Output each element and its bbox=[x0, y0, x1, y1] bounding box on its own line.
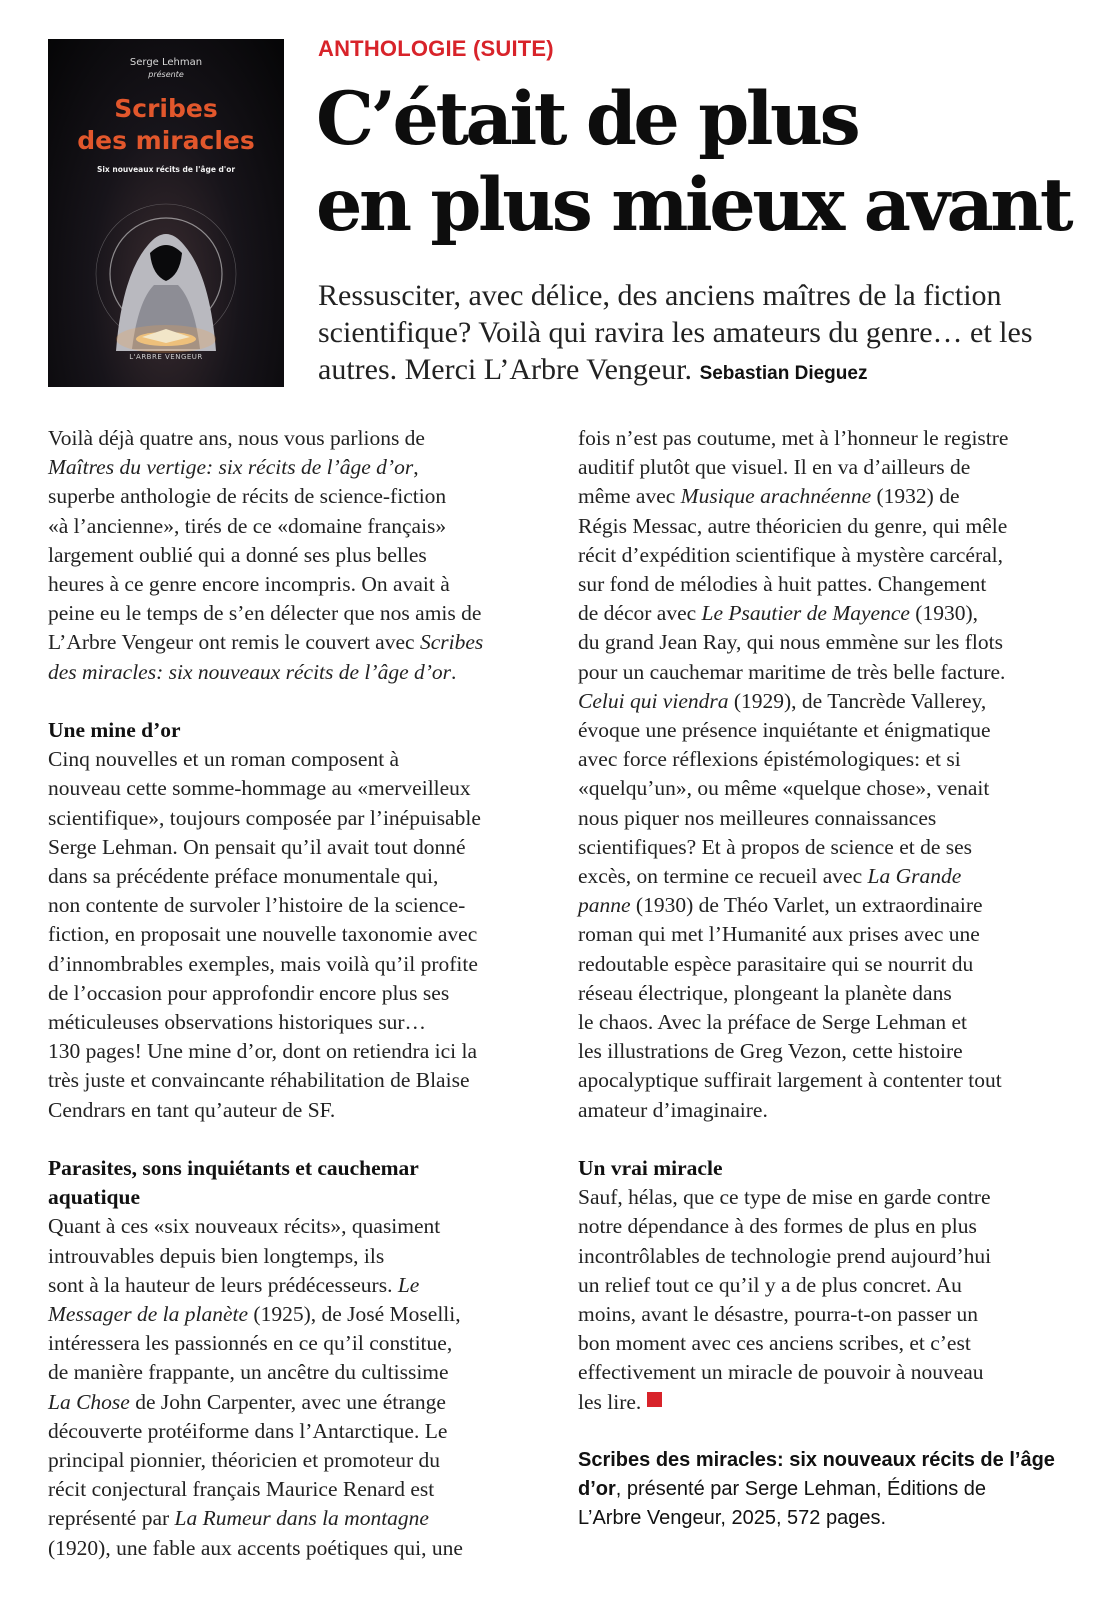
conclusion-line: un relief tout ce qu’il y a de plus concret. Au bbox=[578, 1272, 962, 1297]
subheading-mine-dor: Une mine d’or bbox=[48, 718, 181, 743]
credits-line-3: L’Arbre Vengeur, 2025, 572 pages. bbox=[578, 1507, 887, 1530]
intro-line: largement oublié qui a donné ses plus belles bbox=[48, 542, 427, 567]
mine-dor-line: de l’occasion pour approfondir encore plus ses bbox=[48, 980, 450, 1005]
parasites-line: représenté par La Rumeur dans la montagne bbox=[48, 1506, 429, 1531]
intro-line: «à l’ancienne», tirés de ce «domaine français» bbox=[48, 513, 447, 538]
recits-line: redoutable espèce parasitaire qui se nourrit du bbox=[578, 951, 974, 976]
recits-line: apocalyptique suffirait largement à contenter tout bbox=[578, 1068, 1002, 1093]
intro-line: heures à ce genre encore incompris. On avait à bbox=[48, 572, 450, 597]
mine-dor-line: méticuleuses observations historiques sur… bbox=[48, 1010, 426, 1035]
mine-dor-line: Cinq nouvelles et un roman composent à bbox=[48, 747, 400, 772]
paragraph-recits bbox=[578, 424, 1093, 1125]
headline-line-1: C’était de plus bbox=[316, 76, 858, 162]
subheading-parasites bbox=[48, 1154, 548, 1212]
parasites-line: de manière frappante, un ancêtre du cultissime bbox=[48, 1360, 449, 1385]
intro-line: L’Arbre Vengeur ont remis le couvert avec Scribes bbox=[48, 630, 484, 655]
section-kicker: ANTHOLOGIE (SUITE) bbox=[318, 36, 554, 61]
recits-line: fois n’est pas coutume, met à l’honneur le registre bbox=[578, 426, 1009, 450]
recits-line: «quelqu’un», ou même «quelque chose», venait bbox=[578, 776, 990, 801]
intro-line: Maîtres du vertige: six récits de l’âge d’or, bbox=[48, 455, 419, 480]
credits-meta: , présenté par Serge Lehman, Éditions de bbox=[615, 1478, 987, 1501]
conclusion-line: Sauf, hélas, que ce type de mise en garde contre bbox=[578, 1185, 991, 1210]
subheading-parasites-line-2: aquatique bbox=[48, 1185, 141, 1210]
parasites-line: Messager de la planète (1925), de José Moselli, bbox=[48, 1302, 461, 1327]
cover-title-line2: des miracles bbox=[77, 126, 255, 155]
lede bbox=[318, 277, 1098, 392]
recits-line: sur fond de mélodies à huit pattes. Changement bbox=[578, 572, 987, 597]
mine-dor-line: dans sa précédente préface monumentale qui, bbox=[48, 864, 439, 889]
mine-dor-line: non contente de survoler l’histoire de la science- bbox=[48, 893, 466, 918]
parasites-line: principal pionnier, théoricien et promoteur du bbox=[48, 1448, 440, 1473]
recits-line: même avec Musique arachnéenne (1932) de bbox=[578, 484, 960, 509]
conclusion-line: moins, avant le désastre, pourra-t-on passer un bbox=[578, 1302, 979, 1327]
column-left bbox=[48, 424, 548, 1563]
intro-line: peine eu le temps de s’en délecter que nos amis de bbox=[48, 601, 482, 626]
recits-line: Celui qui viendra (1929), de Tancrède Vallerey, bbox=[578, 688, 987, 713]
red-square-icon bbox=[647, 1392, 662, 1407]
paragraph-conclusion bbox=[578, 1183, 1093, 1417]
headline-line-2: en plus mieux avant bbox=[316, 162, 1071, 248]
cover-publisher: L'ARBRE VENGEUR bbox=[129, 353, 203, 361]
lede-text: Ressusciter, avec délice, des anciens maîtres de la fiction scientifique? Voilà qui ravira les amateurs du genre… et les autres. Merci L’Arbre Vengeur. bbox=[318, 279, 1033, 386]
recits-line: nous piquer nos meilleures connaissances bbox=[578, 805, 937, 830]
subheading-vrai-miracle: Un vrai miracle bbox=[578, 1156, 723, 1181]
conclusion-line: bon moment avec ces anciens scribes, et c’est bbox=[578, 1331, 971, 1356]
intro-line: superbe anthologie de récits de science-fiction bbox=[48, 484, 447, 509]
recits-line: Régis Messac, autre théoricien du genre, qui mêle bbox=[578, 513, 1008, 538]
cover-author: Serge Lehman bbox=[129, 57, 203, 68]
recits-line: les illustrations de Greg Vezon, cette histoire bbox=[578, 1039, 963, 1064]
mine-dor-line: très juste et convaincante réhabilitation de Blaise bbox=[48, 1068, 470, 1093]
parasites-line: récit conjectural français Maurice Renard est bbox=[48, 1477, 435, 1502]
mine-dor-line: scientifique», toujours composée par l’inépuisable bbox=[48, 805, 481, 830]
conclusion-line: notre dépendance à des formes de plus en plus bbox=[578, 1214, 977, 1239]
recits-line: récit d’expédition scientifique à mystère carcéral, bbox=[578, 542, 1004, 567]
recits-line: réseau électrique, plongeant la planète dans bbox=[578, 980, 952, 1005]
conclusion-line: incontrôlables de technologie prend aujourd’hui bbox=[578, 1243, 992, 1268]
conclusion-line: les lire. bbox=[578, 1388, 1093, 1417]
mine-dor-line: d’innombrables exemples, mais voilà qu’il profite bbox=[48, 951, 478, 976]
parasites-line: sont à la hauteur de leurs prédécesseurs. Le bbox=[48, 1272, 420, 1297]
credits-line-2 bbox=[578, 1475, 1093, 1504]
recits-line: auditif plutôt que visuel. Il en va d’ailleurs de bbox=[578, 455, 971, 480]
subheading-parasites-line-1: Parasites, sons inquiétants et cauchemar bbox=[48, 1156, 419, 1181]
intro-line: des miracles: six nouveaux récits de l’âge d’or. bbox=[48, 659, 457, 684]
parasites-line: Quant à ces «six nouveaux récits», quasiment bbox=[48, 1214, 441, 1239]
mine-dor-line: nouveau cette somme-hommage au «merveilleux bbox=[48, 776, 471, 801]
parasites-line: découverte protéiforme dans l’Antarctique. Le bbox=[48, 1418, 448, 1443]
recits-line: scientifiques? Et à propos de science et de ses bbox=[578, 834, 973, 859]
cover-illustration bbox=[48, 39, 284, 387]
recits-line: panne (1930) de Théo Varlet, un extraordinaire bbox=[578, 893, 983, 918]
mine-dor-line: Cendrars en tant qu’auteur de SF. bbox=[48, 1097, 336, 1122]
book-cover bbox=[48, 39, 284, 387]
parasites-line: La Chose de John Carpenter, avec une étrange bbox=[48, 1389, 446, 1414]
recits-line: du grand Jean Ray, qui nous emmène sur les flots bbox=[578, 630, 1003, 655]
credits-title-2: d’or bbox=[578, 1478, 616, 1501]
parasites-line: intéressera les passionnés en ce qu’il constitue, bbox=[48, 1331, 453, 1356]
book-credits bbox=[578, 1446, 1093, 1534]
paragraph-mine-dor bbox=[48, 745, 548, 1125]
recits-line: évoque une présence inquiétante et énigmatique bbox=[578, 718, 991, 743]
cover-presents: présente bbox=[148, 70, 184, 79]
parasites-line: introuvables depuis bien longtemps, ils bbox=[48, 1243, 385, 1268]
mine-dor-line: 130 pages! Une mine d’or, dont on retiendra ici la bbox=[48, 1039, 478, 1064]
recits-line: avec force réflexions épistémologiques: et si bbox=[578, 747, 961, 772]
parasites-line: (1920), une fable aux accents poétiques qui, une bbox=[48, 1535, 463, 1560]
recits-line: le chaos. Avec la préface de Serge Lehman et bbox=[578, 1010, 967, 1035]
credits-line-1 bbox=[578, 1446, 1093, 1475]
credits-title-1: Scribes des miracles: six nouveaux récits de l’âge bbox=[578, 1449, 1055, 1472]
recits-line: de décor avec Le Psautier de Mayence (1930), bbox=[578, 601, 978, 626]
mine-dor-line: Serge Lehman. On pensait qu’il avait tout donné bbox=[48, 834, 466, 859]
cover-subtitle: Six nouveaux récits de l'âge d'or bbox=[96, 165, 236, 174]
headline bbox=[316, 76, 1096, 248]
recits-line: pour un cauchemar maritime de très belle facture. bbox=[578, 659, 1006, 684]
recits-line: excès, on termine ce recueil avec La Grande bbox=[578, 864, 962, 889]
intro-paragraph bbox=[48, 424, 548, 687]
byline: Sebastian Dieguez bbox=[699, 363, 868, 384]
paragraph-parasites bbox=[48, 1212, 548, 1562]
recits-line: amateur d’imaginaire. bbox=[578, 1097, 768, 1122]
mine-dor-line: fiction, en proposait une nouvelle taxonomie avec bbox=[48, 922, 478, 947]
cover-title-line1: Scribes bbox=[114, 94, 218, 123]
column-right bbox=[578, 424, 1093, 1534]
conclusion-line: effectivement un miracle de pouvoir à nouveau bbox=[578, 1360, 984, 1385]
intro-line: Voilà déjà quatre ans, nous vous parlions de bbox=[48, 426, 425, 450]
recits-line: roman qui met l’Humanité aux prises avec une bbox=[578, 922, 980, 947]
